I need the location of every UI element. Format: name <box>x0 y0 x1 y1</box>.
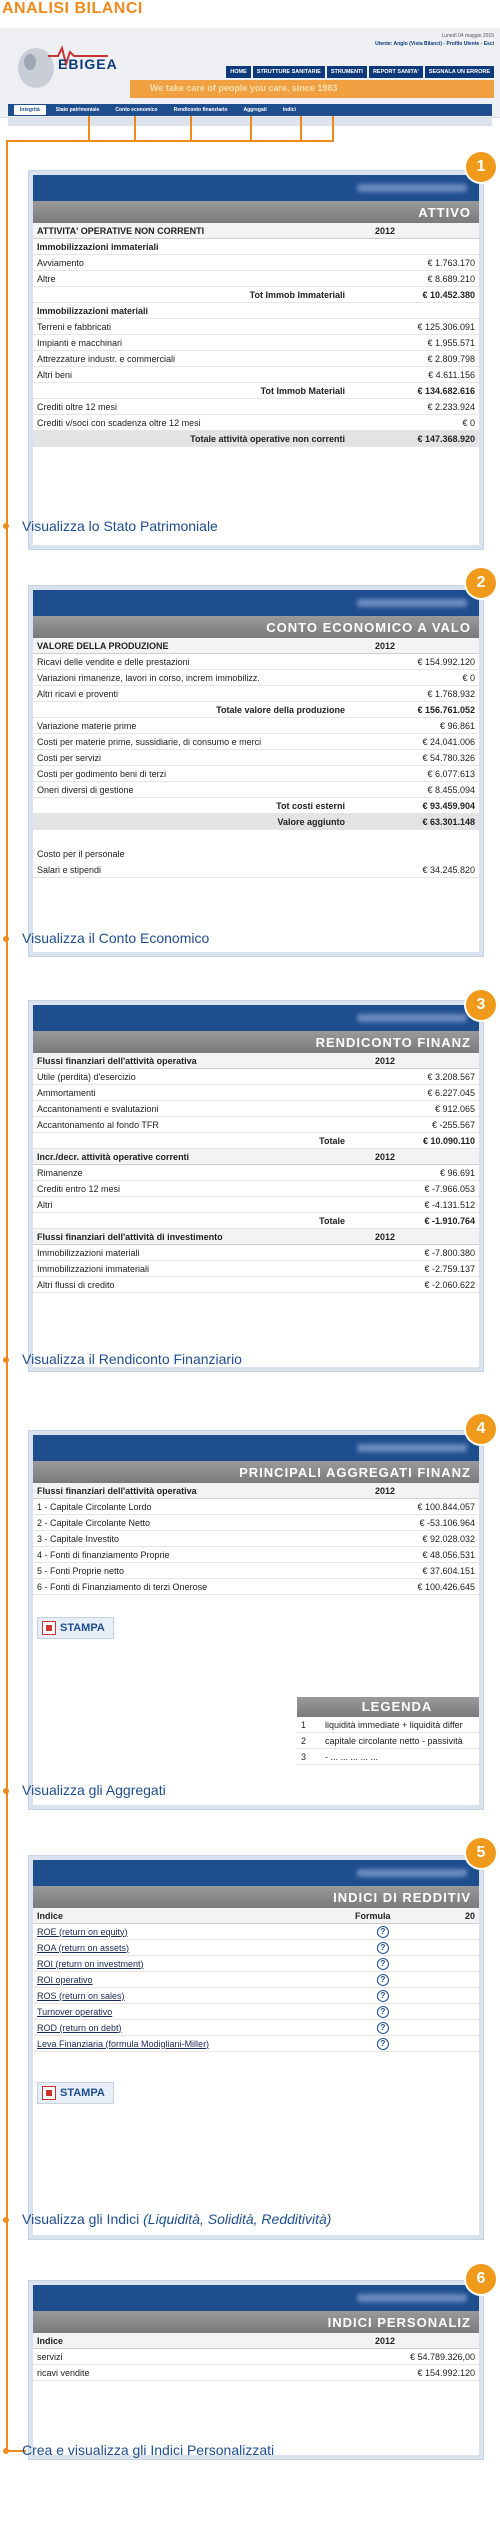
table-header-row <box>33 638 479 654</box>
help-icon[interactable]: ? <box>377 2006 389 2018</box>
row-value: € 125.306.091 <box>417 321 475 332</box>
row-value: € 100.844.057 <box>417 1501 475 1512</box>
table-body <box>33 1924 479 2052</box>
row-label: Tot costi esterni <box>276 800 345 811</box>
row-label: ricavi vendite <box>37 2367 90 2378</box>
col-year: 2012 <box>375 640 396 651</box>
table-row <box>33 1972 479 1988</box>
nav-home[interactable]: HOME <box>226 66 251 78</box>
row-value: € 1.763.170 <box>427 257 475 268</box>
row-label: Flussi finanziari dell'attività di investimento <box>37 1231 223 1242</box>
caption-stato-patrimoniale[interactable] <box>22 518 218 534</box>
row-label: Ricavi delle vendite e delle prestazioni <box>37 656 190 667</box>
table-row <box>33 2333 479 2349</box>
row-value: € 4.611.156 <box>428 369 475 380</box>
col-year: 2012 <box>375 225 396 236</box>
row-value: € 54.789.326,00 <box>409 2351 475 2362</box>
row-value: 2012 <box>375 1055 396 1066</box>
sub-nav <box>8 104 492 116</box>
row-label: Totale attività operative non correnti <box>190 433 345 444</box>
row-value: € 0 <box>462 417 475 428</box>
row-value: € 6.227.045 <box>427 1087 475 1098</box>
timeline-dot <box>3 936 9 942</box>
table-row <box>33 750 479 766</box>
row-label: Altri beni <box>37 369 73 380</box>
row-label: Incr./decr. attività operative correnti <box>37 1151 190 1162</box>
row-value: € -7.966.053 <box>424 1183 475 1194</box>
row-value: € 154.992.120 <box>417 2367 475 2378</box>
legend-num: 1 <box>301 1719 307 1730</box>
tagline: We take care of people you care, since 1983 <box>150 83 338 93</box>
card-stato-patrimoniale <box>28 170 484 550</box>
table-title: INDICI DI REDDITIV <box>33 1886 479 1908</box>
row-value: € 2.233.924 <box>427 401 475 412</box>
indice-link[interactable]: ROI operativo <box>37 1974 93 1985</box>
legend-text: liquidità immediate + liquidità differ <box>325 1719 463 1730</box>
row-value: € 0 <box>462 672 475 683</box>
table-header-row <box>33 1908 479 1924</box>
row-value: € 24.041.006 <box>422 736 475 747</box>
table-row <box>33 1515 479 1531</box>
table-row <box>33 1499 479 1515</box>
table-row <box>33 255 479 271</box>
table-row <box>33 1261 479 1277</box>
card-conto-economico <box>28 585 484 957</box>
legend-box <box>297 1697 479 1765</box>
table-row <box>33 1069 479 1085</box>
table-row <box>33 2020 479 2036</box>
table-row <box>33 1197 479 1213</box>
nav-strumenti[interactable]: STRUMENTI <box>327 66 367 78</box>
row-label: servizi <box>37 2351 63 2362</box>
row-value: € 54.780.326 <box>422 752 475 763</box>
table-body <box>33 1483 479 1595</box>
caption-indici-personalizzati[interactable] <box>22 2442 274 2458</box>
row-value: € 156.761.052 <box>417 704 475 715</box>
row-label: Avviamento <box>37 257 84 268</box>
row-label: Totale <box>319 1135 345 1146</box>
logo-text: EBIGEA <box>58 56 118 72</box>
table-title: CONTO ECONOMICO A VALO <box>33 616 479 638</box>
indice-link[interactable]: ROI (return on investment) <box>37 1958 144 1969</box>
card-topbar <box>33 175 479 201</box>
table-row <box>33 335 479 351</box>
row-value: € 92.028.032 <box>422 1533 475 1544</box>
table-row <box>33 1547 479 1563</box>
table-row <box>33 1924 479 1940</box>
table-row <box>33 1229 479 1245</box>
row-value: € -2.759.137 <box>424 1263 475 1274</box>
caption-text[interactable]: Visualizza lo Stato Patrimoniale <box>22 518 218 534</box>
timeline-dot <box>3 523 9 529</box>
indice-link[interactable]: ROA (return on assets) <box>37 1942 130 1953</box>
legend-text: capitale circolante netto - passività <box>325 1735 463 1746</box>
card-indici-personalizzati <box>28 2280 484 2460</box>
row-label: Utile (perdita) d'esercizio <box>37 1071 136 1082</box>
row-label: Costi per materie prime, sussidiarie, di consumo e merci <box>37 736 262 747</box>
stampa-button[interactable] <box>37 2082 114 2104</box>
help-icon[interactable]: ? <box>377 1958 389 1970</box>
row-label: Terreni e fabbricati <box>37 321 112 332</box>
indice-link[interactable]: ROS (return on sales) <box>37 1990 125 2001</box>
step-badge-1: 1 <box>466 152 496 182</box>
row-label: Immobilizzazioni materiali <box>37 305 149 316</box>
help-icon[interactable]: ? <box>377 1990 389 2002</box>
table-row <box>33 1149 479 1165</box>
table-row <box>33 830 479 846</box>
table-row <box>33 1213 479 1229</box>
help-icon[interactable]: ? <box>377 2022 389 2034</box>
row-label: Altri ricavi e proventi <box>37 688 119 699</box>
timeline-dot <box>3 1788 9 1794</box>
row-label: Altri <box>37 1199 53 1210</box>
subnav-conto-economico[interactable]: Conto economico <box>115 107 158 113</box>
subnav-indici[interactable]: Indici <box>282 107 296 113</box>
row-label: 6 - Fonti di Finanziamento di terzi Onerose <box>37 1581 208 1592</box>
row-label: Tot Immob Immateriali <box>249 289 345 300</box>
col-indice: Indice <box>37 1910 64 1921</box>
nav-report[interactable]: REPORT SANITA' <box>369 66 423 78</box>
subnav-rendiconto[interactable]: Rendiconto finanziario <box>173 107 228 113</box>
user-text[interactable]: Utente: Anglo (Vista Bilanci) - Profilo Utente - Esci <box>375 41 494 47</box>
row-label: Rimanenze <box>37 1167 83 1178</box>
table-row <box>33 1133 479 1149</box>
step-badge-6: 6 <box>466 2264 496 2294</box>
help-icon[interactable]: ? <box>377 1974 389 1986</box>
indice-link[interactable]: Leva Finanziaria (formula Modigliani-Miller) <box>37 2038 210 2049</box>
table-title: ATTIVO <box>33 201 479 223</box>
table-row <box>33 415 479 431</box>
row-value: € 34.245.820 <box>422 864 475 875</box>
table-row <box>33 1101 479 1117</box>
row-label: 4 - Fonti di finanziamento Proprie <box>37 1549 170 1560</box>
row-label: Impianti e macchinari <box>37 337 123 348</box>
table-row <box>33 1988 479 2004</box>
subnav-integrita[interactable]: Integrità <box>14 105 46 115</box>
table-title: RENDICONTO FINANZ <box>33 1031 479 1053</box>
date-text: Lunedì 04 maggio 2015 <box>441 33 494 39</box>
table-row <box>33 702 479 718</box>
row-value: € 93.459.904 <box>422 800 475 811</box>
table-row <box>33 1579 479 1595</box>
row-value: € -255.567 <box>431 1119 475 1130</box>
table-row <box>33 862 479 878</box>
row-label: Tot Immob Materiali <box>260 385 345 396</box>
table-row <box>33 766 479 782</box>
row-value: € 154.992.120 <box>417 656 475 667</box>
table-row <box>33 2365 479 2381</box>
caption-rendiconto[interactable] <box>22 1351 242 1367</box>
help-icon[interactable]: ? <box>377 1926 389 1938</box>
legend-list <box>297 1717 479 1765</box>
table-title: INDICI PERSONALIZ <box>33 2311 479 2333</box>
timeline-dot <box>3 1357 9 1363</box>
step-badge-3: 3 <box>466 990 496 1020</box>
table-row <box>33 718 479 734</box>
row-value: 2012 <box>375 2335 396 2346</box>
nav-segnala[interactable]: SEGNALA UN ERRORE <box>425 66 494 78</box>
table-row <box>33 846 479 862</box>
caption-conto-economico[interactable] <box>22 930 209 946</box>
caption-italic[interactable]: (Liquidità, Solidità, Redditività) <box>143 2211 332 2227</box>
nav-strutture[interactable]: STRUTTURE SANITARIE <box>253 66 325 78</box>
row-label: Indice <box>37 2335 64 2346</box>
row-label: Flussi finanziari dell'attività operativa <box>37 1055 197 1066</box>
indice-link[interactable]: ROD (return on debt) <box>37 2022 122 2033</box>
print-icon <box>42 1621 56 1635</box>
table-body <box>33 239 479 447</box>
legend-num: 2 <box>301 1735 307 1746</box>
row-value: 2012 <box>375 1485 396 1496</box>
col-formula: Formula <box>355 1910 391 1921</box>
table-row <box>33 1483 479 1499</box>
table-row <box>33 319 479 335</box>
table-row <box>33 734 479 750</box>
subnav-aggregati[interactable]: Aggregati <box>243 107 267 113</box>
row-label: Ammortamenti <box>37 1087 96 1098</box>
table-row <box>33 239 479 255</box>
stampa-label: STAMPA <box>60 1622 105 1634</box>
row-value: 2012 <box>375 1231 396 1242</box>
table-row <box>33 798 479 814</box>
table-row <box>33 1085 479 1101</box>
table-row <box>33 303 479 319</box>
row-label: 5 - Fonti Proprie netto <box>37 1565 125 1576</box>
row-value: € -2.060.622 <box>424 1279 475 1290</box>
legend-num: 3 <box>301 1751 307 1762</box>
table-row <box>33 2036 479 2052</box>
stampa-label: STAMPA <box>60 2087 105 2099</box>
row-label: Accantonamento al fondo TFR <box>37 1119 159 1130</box>
row-label: 1 - Capitale Circolante Lordo <box>37 1501 152 1512</box>
row-value: € 8.455.094 <box>427 784 475 795</box>
row-value: € 100.426.645 <box>417 1581 475 1592</box>
col-head: ATTIVITA' OPERATIVE NON CORRENTI <box>37 225 205 236</box>
row-value: € 6.077.613 <box>427 768 475 779</box>
row-value: € 10.090.110 <box>422 1135 475 1146</box>
row-label: Costi per servizi <box>37 752 102 763</box>
stampa-button[interactable] <box>37 1617 114 1639</box>
table-row <box>33 1053 479 1069</box>
row-label: Costi per godimento beni di terzi <box>37 768 167 779</box>
table-row <box>33 399 479 415</box>
table-body <box>33 2333 479 2381</box>
legend-title: LEGENDA <box>297 1697 479 1717</box>
table-row <box>33 1181 479 1197</box>
table-row <box>33 383 479 399</box>
table-body <box>33 1053 479 1293</box>
row-value: € 2.809.798 <box>427 353 475 364</box>
caption-text[interactable]: Visualizza gli Indici <box>22 2211 144 2227</box>
row-label: Immobilizzazioni immateriali <box>37 241 159 252</box>
table-row <box>33 1563 479 1579</box>
row-label: Variazioni rimanenze, lavori in corso, increm immobilizz. <box>37 672 260 683</box>
table-row <box>33 287 479 303</box>
table-row <box>33 431 479 447</box>
legend-row <box>297 1733 479 1749</box>
row-label: Flussi finanziari dell'attività operativa <box>37 1485 197 1496</box>
table-row <box>33 367 479 383</box>
table-row <box>33 686 479 702</box>
timeline-dot <box>3 2217 9 2223</box>
row-label: 2 - Capitale Circolante Netto <box>37 1517 151 1528</box>
row-label: Totale <box>319 1215 345 1226</box>
user-info <box>375 32 494 48</box>
row-value: € 96.691 <box>439 1167 475 1178</box>
step-badge-2: 2 <box>466 568 496 598</box>
row-value: € 96.861 <box>439 720 475 731</box>
indice-link[interactable]: ROE (return on equity) <box>37 1926 128 1937</box>
row-label: Attrezzature industr. e commerciali <box>37 353 176 364</box>
table-row <box>33 2349 479 2365</box>
row-value: 2012 <box>375 1151 396 1162</box>
step-badge-4: 4 <box>466 1414 496 1444</box>
row-value: € 134.682.616 <box>417 385 475 396</box>
row-value: € 10.452.380 <box>422 289 475 300</box>
card-aggregati <box>28 1430 484 1810</box>
row-label: Variazione materie prime <box>37 720 137 731</box>
table-row <box>33 1245 479 1261</box>
card-rendiconto <box>28 1000 484 1372</box>
row-value: € 63.301.148 <box>422 816 475 827</box>
indice-link[interactable]: Turnover operativo <box>37 2006 113 2017</box>
subnav-stato-patrimoniale[interactable]: Stato patrimoniale <box>55 107 100 113</box>
col-year: 20 <box>464 1910 475 1921</box>
col-head: VALORE DELLA PRODUZIONE <box>37 640 169 651</box>
row-value: € -1.910.764 <box>424 1215 475 1226</box>
caption-text[interactable]: Visualizza il Conto Economico <box>22 930 210 946</box>
row-label: Immobilizzazioni materiali <box>37 1247 140 1258</box>
legend-row <box>297 1749 479 1765</box>
print-icon <box>42 2086 56 2100</box>
row-label: Immobilizzazioni immateriali <box>37 1263 150 1274</box>
row-label: Altre <box>37 273 56 284</box>
row-value: € -7.800.380 <box>424 1247 475 1258</box>
caption-text[interactable]: Crea e visualizza gli Indici Personalizzati <box>22 2442 275 2458</box>
row-label: Valore aggiunto <box>277 816 345 827</box>
row-label: Salari e stipendi <box>37 864 102 875</box>
row-label: Crediti oltre 12 mesi <box>37 401 118 412</box>
table-row <box>33 670 479 686</box>
card-indici <box>28 1855 484 2240</box>
table-row <box>33 1940 479 1956</box>
table-row <box>33 1165 479 1181</box>
row-value: € 3.208.567 <box>427 1071 475 1082</box>
row-value: € -53.106.964 <box>419 1517 475 1528</box>
help-icon[interactable]: ? <box>377 2038 389 2050</box>
table-row <box>33 2004 479 2020</box>
help-icon[interactable]: ? <box>377 1942 389 1954</box>
legend-row <box>297 1717 479 1733</box>
page-title: ANALISI BILANCI <box>2 0 143 17</box>
caption-text[interactable]: Visualizza il Rendiconto Finanziario <box>22 1351 242 1367</box>
row-label: Oneri diversi di gestione <box>37 784 134 795</box>
timeline-dot <box>3 2448 9 2454</box>
caption-text[interactable]: Visualizza gli Aggregati <box>22 1782 166 1798</box>
table-row <box>33 814 479 830</box>
table-row <box>33 1956 479 1972</box>
table-row <box>33 782 479 798</box>
table-body <box>33 654 479 878</box>
row-value: € 1.955.571 <box>427 337 475 348</box>
table-header-row <box>33 223 479 239</box>
row-label: Altri flussi di credito <box>37 1279 115 1290</box>
row-value: € 8.689.210 <box>427 273 475 284</box>
table-row <box>33 1277 479 1293</box>
caption-aggregati[interactable] <box>22 1782 166 1798</box>
tagline-bar <box>130 80 494 98</box>
row-label: Crediti v/soci con scadenza oltre 12 mesi <box>37 417 201 428</box>
row-value: € 147.368.920 <box>417 433 475 444</box>
table-row <box>33 654 479 670</box>
row-label: Accantonamenti e svalutazioni <box>37 1103 159 1114</box>
row-value: € 37.604.151 <box>422 1565 475 1576</box>
caption-indici[interactable] <box>22 2211 331 2227</box>
row-label: Costo per il personale <box>37 849 125 859</box>
row-value: € -4.131.512 <box>424 1199 475 1210</box>
row-value: € 48.056.531 <box>422 1549 475 1560</box>
table-row <box>33 351 479 367</box>
table-row <box>33 1117 479 1133</box>
row-value: € 912.065 <box>434 1103 475 1114</box>
row-value: € 1.768.932 <box>427 688 475 699</box>
row-label: Crediti entro 12 mesi <box>37 1183 121 1194</box>
row-label: Totale valore della produzione <box>216 704 345 715</box>
top-nav <box>226 66 494 78</box>
table-row <box>33 1531 479 1547</box>
table-row <box>33 271 479 287</box>
step-badge-5: 5 <box>466 1838 496 1868</box>
legend-text: - ... ... ... ... ... <box>325 1751 379 1762</box>
table-title: PRINCIPALI AGGREGATI FINANZ <box>33 1461 479 1483</box>
row-label: 3 - Capitale Investito <box>37 1533 120 1544</box>
